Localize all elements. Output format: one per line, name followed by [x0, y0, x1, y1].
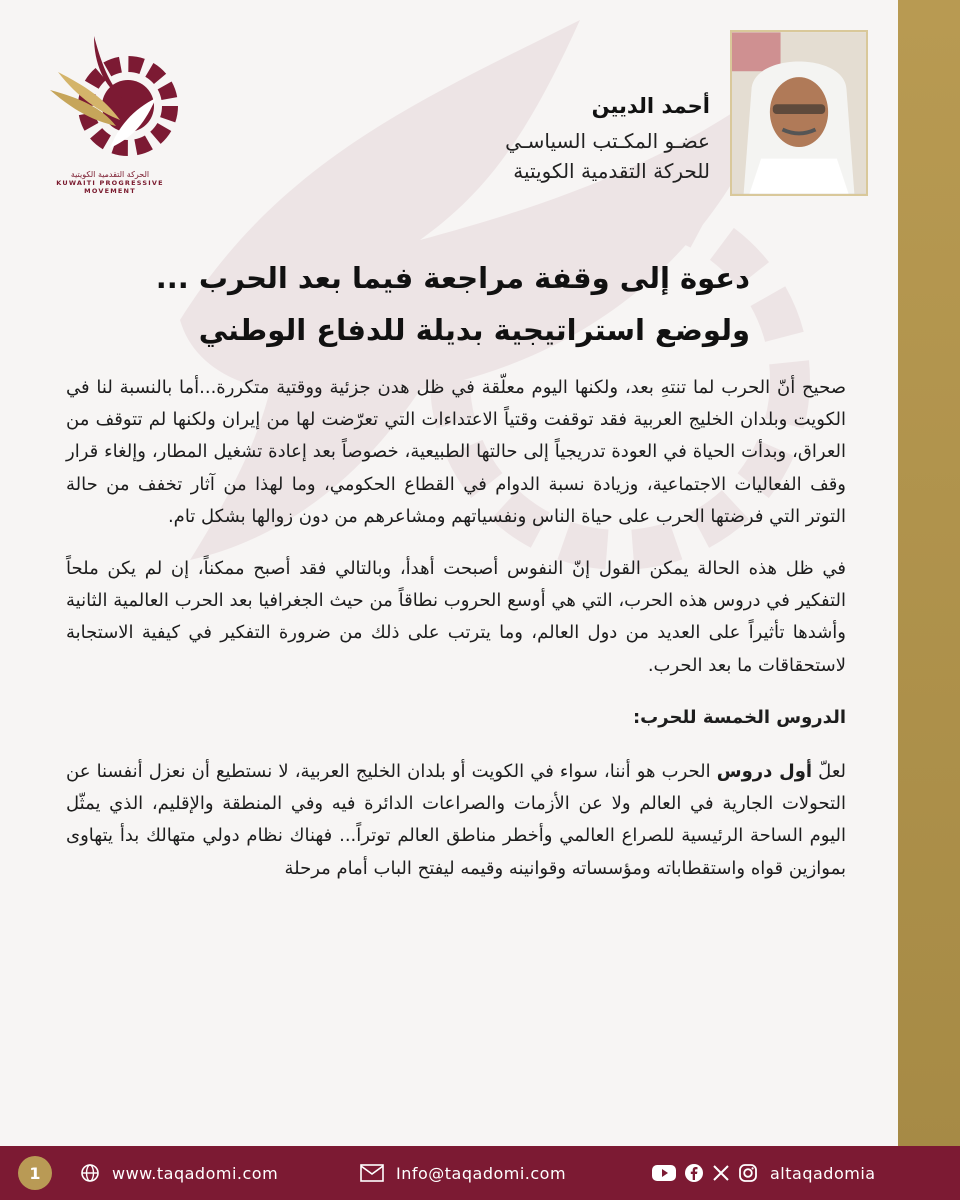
page-number: 1	[18, 1156, 52, 1190]
footer-bar	[0, 1146, 960, 1200]
paragraph-1: صحيح أنّ الحرب لما تنتهِ بعد، ولكنها اليوم معلّقة في ظل هدن جزئية ووقتية متكررة...أما بالنسبة لنا في الكويت وبلدان الخليج العربية فقد توقفت وقتياً الاعتداءات التي تعرّضت لها من إيران ولكنها لم تتوقف من العراق، وبدأت الحياة في العودة تدريجياً إلى حالتها الطبيعية، خصوصاً بعد إعادة تشغيل المطار، وإلغاء قرار وقف الفعاليات الاجتماعية، وزيادة نسبة الدوام في القطاع الحكومي، وما لهذا من آثار تخفف من حالة التوتر التي فرضتها الحرب على حياة الناس ونفسياتهم ومشاعرهم من دون زوالها بشكل تام.	[66, 377, 846, 527]
email-link[interactable]	[360, 1146, 566, 1200]
email-text: Info@taqadomi.com	[396, 1163, 567, 1183]
website-text: www.taqadomi.com	[112, 1163, 279, 1183]
paragraph-3-bold: أول دروس	[716, 761, 813, 783]
facebook-icon[interactable]	[684, 1163, 704, 1183]
instagram-icon[interactable]	[738, 1163, 758, 1183]
article-title	[130, 252, 750, 356]
right-gold-bar	[898, 0, 960, 1168]
author-role-line1: عضـو المكـتب السياسـي	[505, 129, 710, 153]
author-photo	[730, 30, 868, 196]
title-line-2: ولوضع استراتيجية بديلة للدفاع الوطني	[198, 313, 750, 347]
section-heading: الدروس الخمسة للحرب:	[632, 706, 846, 728]
logo-english-text: KUWAITI PROGRESSIVE MOVEMENT	[56, 179, 164, 195]
author-name: أحمد الديين	[591, 94, 710, 118]
title-line-1: دعوة إلى وقفة مراجعة فيما بعد الحرب ...	[155, 261, 750, 295]
mail-icon	[360, 1164, 384, 1182]
social-links	[652, 1146, 876, 1200]
author-block	[350, 94, 710, 186]
paragraph-2: في ظل هذه الحالة يمكن القول إنّ النفوس أصبحت أهدأ، وبالتالي فقد أصبح ممكناً، إن لم يكن ملحاً التفكير في دروس هذه الحرب، التي هي أوسع الحروب نطاقاً من حيث الجغرافيا بعد الحرب العالمية الثانية وأشدها تأثيراً على العديد من دول العالم، وما يترتب على ذلك من ضرورة التفكير في كيفية الاستجابة لاستحقاقات ما بعد الحرب.	[66, 558, 846, 676]
website-link[interactable]	[80, 1146, 278, 1200]
paragraph-3-rest: الحرب هو أننا، سواء في الكويت أو بلدان الخليج العربية، لا نستطيع أن نعزل أنفسنا عن التحولات الجارية في العالم ولا عن الأزمات والصراعات الدائرة فيه وفي المنطقة والإقليم، الذي يمثّل اليوم الساحة الرئيسية للصراع العالمي وأخطر مناطق العالم توتراً... فهناك نظام دولي متهالك بدأ يتهاوى بموازين قواه واستقطاباته ومؤسساته وقوانينه وقيمه ليفتح الباب أمام مرحلة	[66, 761, 846, 879]
logo	[40, 28, 180, 200]
logo-emblem	[40, 28, 180, 178]
social-handle: altaqadomia	[770, 1163, 876, 1183]
article-body	[66, 372, 846, 905]
paragraph-3	[66, 756, 846, 885]
author-portrait-image	[732, 32, 866, 194]
logo-arabic-text: الحركة التقدمية الكويتية	[70, 170, 150, 179]
x-icon[interactable]	[712, 1164, 730, 1182]
youtube-icon[interactable]	[652, 1164, 676, 1182]
author-role-line2: للحركة التقدمية الكويتية	[513, 159, 710, 183]
paragraph-3-start: لعلّ	[812, 761, 846, 783]
globe-icon	[80, 1163, 100, 1183]
